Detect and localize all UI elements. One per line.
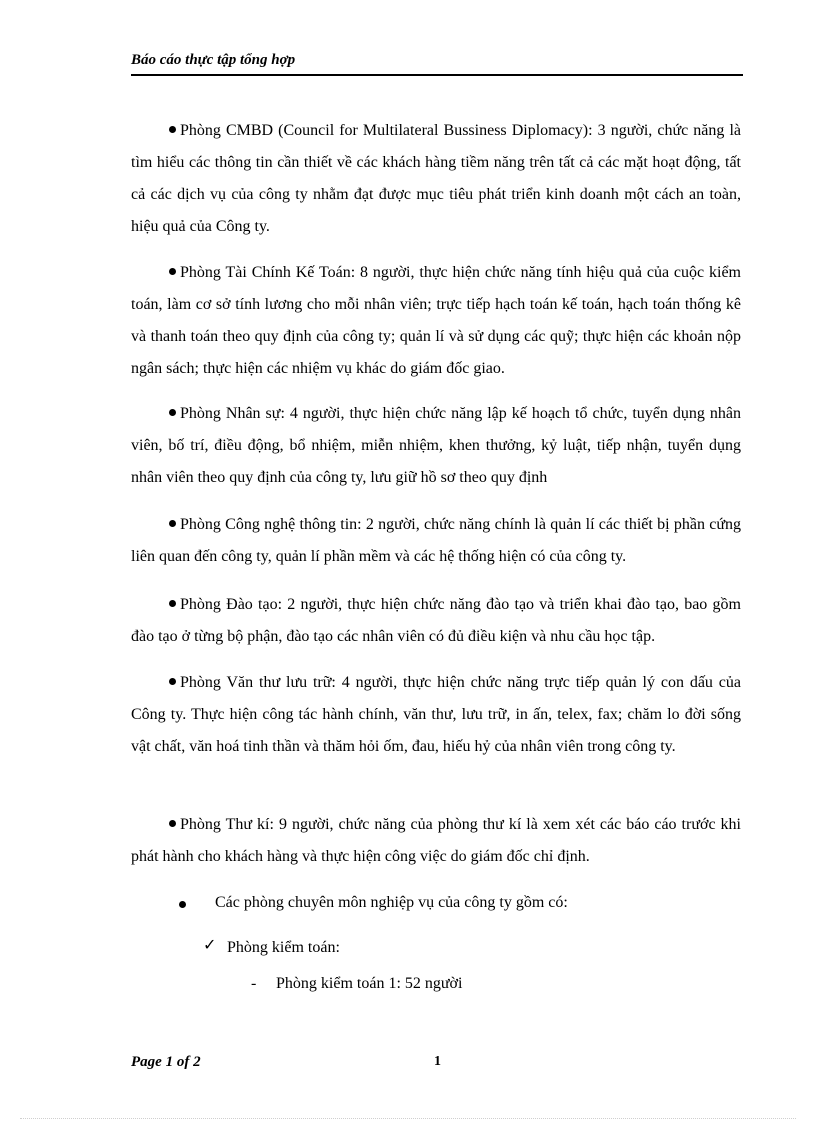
list-item-audit-1: Phòng kiểm toán 1: 52 người [276,975,463,992]
bullet-icon [169,520,176,527]
paragraph-cmbd [131,115,741,243]
dash-marker: - [251,975,257,992]
footer-page-number: 1 [434,1054,441,1069]
paragraph-text: Phòng Tài Chính Kế Toán: 8 người, thực hiện chức năng tính hiệu quả của cuộc kiểm toán, làm cơ sở tính lương cho mỗi nhân viên; trực tiếp hạch toán kế toán, hạch toán thống kê và thanh toán theo quy định của công ty; quản lí và sử dụng các quỹ; thực hiện các khoản nộp ngân sách; thực hiện các nhiệm vụ khác do giám đốc giao. [131,264,741,377]
bullet-icon [169,268,176,275]
list-bullet-icon [179,901,186,908]
bullet-icon [169,678,176,685]
paragraph-archive [131,667,741,763]
checkmark-icon: ✓ [203,935,217,954]
paragraph-text: Phòng Công nghệ thông tin: 2 người, chức năng chính là quản lí các thiết bị phần cứng liên quan đến công ty, quản lí phần mềm và các hệ thống hiện có của công ty. [131,516,741,565]
paragraph-hr [131,398,741,494]
paragraph-text: Phòng CMBD (Council for Multilateral Bussiness Diplomacy): 3 người, chức năng là tìm hiểu các thông tin cần thiết về các khách hàng tiềm năng trên tất cả các mặt hoạt động, tất cả các dịch vụ của công ty nhằm đạt được mục tiêu phát triển kinh doanh một cách an toàn, hiệu quả của Công ty. [131,122,741,235]
paragraph-text: Phòng Nhân sự: 4 người, thực hiện chức năng lập kế hoạch tổ chức, tuyển dụng nhân viên, bố trí, điều động, bổ nhiệm, miễn nhiệm, khen thưởng, kỷ luật, tiếp nhận, tuyển dụng nhân viên theo quy định của công ty, lưu giữ hồ sơ theo quy định [131,405,741,486]
paragraph-text: Phòng Thư kí: 9 người, chức năng của phòng thư kí là xem xét các báo cáo trước khi phát hành cho khách hàng và thực hiện công việc do giám đốc chỉ định. [131,816,741,865]
header-rule [131,74,743,76]
bullet-icon [169,600,176,607]
paragraph-finance [131,257,741,385]
paragraph-it [131,509,741,573]
paragraph-training [131,589,741,653]
footer-page-label: Page 1 of 2 [131,1054,201,1070]
list-item-audit-department: Phòng kiểm toán: [227,939,340,956]
bullet-icon [169,126,176,133]
paragraph-text: Phòng Văn thư lưu trữ: 4 người, thực hiện chức năng trực tiếp quản lý con dấu của Công ty. Thực hiện công tác hành chính, văn thư, lưu trữ, in ấn, telex, fax; chăm lo đời sống vật chất, văn hoá tinh thần và thăm hỏi ốm, đau, hiếu hỷ của nhân viên trong công ty. [131,674,741,755]
paragraph-secretary [131,809,741,873]
bullet-icon [169,820,176,827]
bullet-icon [169,409,176,416]
paragraph-text: Phòng Đào tạo: 2 người, thực hiện chức năng đào tạo và triển khai đào tạo, bao gồm đào tạo ở từng bộ phận, đào tạo các nhân viên có đủ điều kiện và nhu cầu học tập. [131,596,741,645]
page-bottom-edge [20,1118,796,1119]
list-item-departments: Các phòng chuyên môn nghiệp vụ của công ty gồm có: [215,894,568,911]
page-header-title: Báo cáo thực tập tổng hợp [131,52,296,68]
